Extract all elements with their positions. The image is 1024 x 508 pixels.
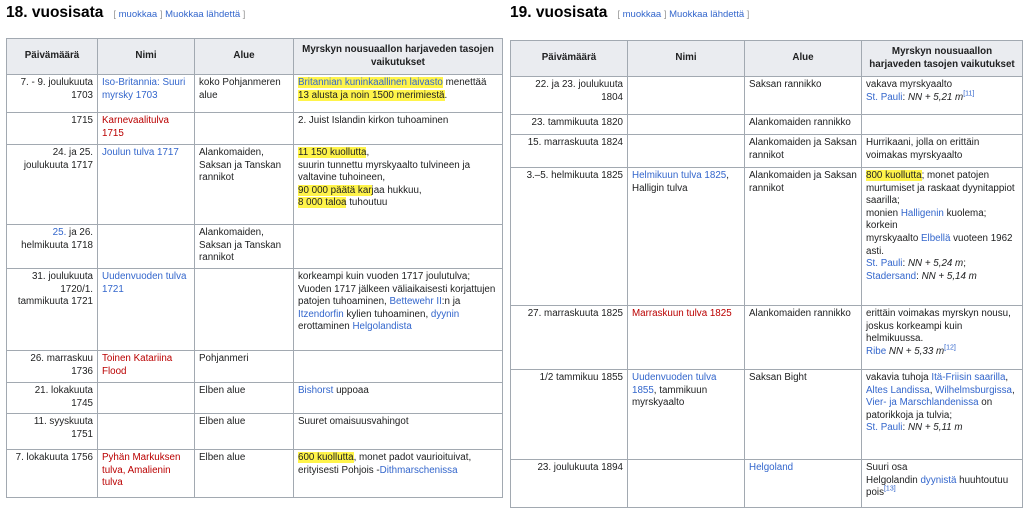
storm-link[interactable]: Uudenvuoden tulva 1721	[102, 271, 187, 295]
edit-link[interactable]: muokkaa	[118, 9, 158, 20]
date-link[interactable]: 25.	[52, 227, 67, 238]
table-row: 3.–5. helmikuuta 1825 Helmikuun tulva 1825, Halligin tulva Alankomaiden ja Saksan rannikot 800 kuollutta; monet patojen murtumiset ja raskaat dyynitappiot saarilla; monien Halligenin kuolema; korkein myrskyaalto Elbellä vuoteen 1962 asti. St. Pauli: NN + 5,24 m; Stadersand: NN + 5,14 m	[511, 168, 1023, 306]
place-link[interactable]: Dithmarschenissa	[379, 464, 458, 476]
place-link[interactable]: Altes Landissa	[866, 384, 930, 396]
place-link[interactable]: Elbellä	[920, 232, 951, 244]
table-row: 26. marraskuu 1736 Toinen Katariina Flood Pohjanmeri	[7, 351, 503, 383]
col-effects[interactable]: Myrskyn nousuaallon harjaveden tasojen vaikutukset	[862, 41, 1023, 77]
table-row: 15. marraskuuta 1824 Alankomaiden ja Saksan rannikot Hurrikaani, jolla on erittäin voimakas myrskyaalto	[511, 135, 1023, 168]
table-row: 22. ja 23. joulukuuta 1804 Saksan rannikko vakava myrskyaalto St. Pauli: NN + 5,21 m[11]	[511, 77, 1023, 115]
reference-link[interactable]: [13]	[883, 485, 896, 493]
section-title: 19. vuosisata	[510, 4, 608, 21]
edit-source-link[interactable]: Muokkaa lähdettä	[165, 9, 241, 20]
table-row: 27. marraskuuta 1825 Marraskuun tulva 1825 Alankomaiden rannikko erittäin voimakas myrskyn nousu, joskus korkeampi kuin helmikuussa. Ribe NN + 5,33 m[12]	[511, 306, 1023, 370]
table-row: 1/2 tammikuu 1855 Uudenvuoden tulva 1855, tammikuun myrskyaalto Saksan Bight vakavia tuhoja Itä-Friisin saarilla, Altes Landissa, Wilhelmsburgissa, Vier- ja Marschlandenissa on patorikkoja ja tulvia; St. Pauli: NN + 5,11 m	[511, 370, 1023, 460]
table-row: 11. syyskuuta 1751 Elben alue Suuret omaisuusvahingot	[7, 414, 503, 450]
table-header-row	[7, 39, 503, 75]
place-link[interactable]: Helgolandista	[352, 321, 412, 333]
edit-links: [ muokkaa ] Muokkaa lähdettä ]	[617, 9, 750, 20]
section-title: 18. vuosisata	[6, 4, 104, 21]
place-link[interactable]: dyynistä	[920, 474, 957, 486]
edit-link[interactable]: muokkaa	[622, 9, 662, 20]
col-date[interactable]: Päivämäärä	[511, 41, 628, 77]
place-link[interactable]: St. Pauli	[866, 422, 903, 434]
table-row: 23. joulukuuta 1894 Helgoland Suuri osa Helgolandin dyynistä huuhtoutuu pois[13]	[511, 460, 1023, 508]
place-link[interactable]: Itzendorfin	[298, 308, 344, 320]
place-link[interactable]: Bishorst	[298, 385, 334, 396]
reference-link[interactable]: [12]	[944, 344, 956, 352]
section-heading	[6, 0, 502, 30]
place-link[interactable]: St. Pauli	[866, 91, 903, 103]
table-row: 1715 Karnevaalitulva 1715 2. Juist Islandin kirkon tuhoaminen	[7, 113, 503, 145]
table-row: 31. joulukuuta 1720/1. tammikuuta 1721 Uudenvuoden tulva 1721 korkeampi kuin vuoden 1717 joulutulva; Vuoden 1717 jälkeen väliaikaisesti korjattujen patojen tuhoaminen, Bettewehr II:n ja Itzendorfin kylien tuhoaminen, dyynin erottaminen Helgolandista	[7, 269, 503, 351]
col-name[interactable]: Nimi	[98, 39, 195, 75]
place-link[interactable]: Halligenin	[900, 207, 944, 219]
table-row: 7. - 9. joulukuuta 1703 Iso-Britannia: Suuri myrsky 1703 koko Pohjanmeren alue Britannian kuninkaallinen laivasto menettää 13 alusta ja noin 1500 merimiestä.	[7, 75, 503, 113]
edit-links: [ muokkaa ] Muokkaa lähdettä ]	[113, 9, 246, 20]
place-link[interactable]: dyynin	[430, 308, 460, 320]
table-row: 24. ja 25. joulukuuta 1717 Joulun tulva 1717 Alankomaiden, Saksan ja Tanskan rannikot 11 150 kuollutta, suurin tunnettu myrskyaalto tulvineen ja valtavine tuhoineen, 90 000 päätä karjaa hukkuu, 8 000 taloa tuhoutuu	[7, 145, 503, 225]
place-link[interactable]: Ribe	[866, 345, 887, 357]
col-effects[interactable]: Myrskyn nousuaallon harjaveden tasojen vaikutukset	[294, 39, 503, 75]
place-link[interactable]: Itä-Friisin saarilla	[931, 372, 1006, 383]
edit-source-link[interactable]: Muokkaa lähdettä	[669, 9, 745, 20]
col-area[interactable]: Alue	[745, 41, 862, 77]
navy-link[interactable]: Britannian kuninkaallinen laivasto	[298, 77, 443, 88]
table-row: 7. lokakuuta 1756 Pyhän Markuksen tulva, Amalienin tulva Elben alue 600 kuollutta, monet padot vaurioituivat, erityisesti Pohjois -Dithmarschenissa	[7, 450, 503, 498]
storm-table-19	[510, 40, 1023, 508]
place-link[interactable]: St. Pauli	[866, 258, 903, 270]
place-link[interactable]: Bettewehr II	[389, 296, 442, 308]
storm-link[interactable]: Iso-Britannia: Suuri myrsky 1703	[102, 77, 186, 101]
reference-link[interactable]: [11]	[963, 90, 975, 98]
section-heading	[510, 0, 1022, 30]
table-row: 25. ja 26. helmikuuta 1718 Alankomaiden, Saksan ja Tanskan rannikot	[7, 225, 503, 269]
place-link[interactable]: Stadersand	[866, 270, 917, 282]
col-area[interactable]: Alue	[195, 39, 294, 75]
place-link[interactable]: Helgoland	[749, 462, 794, 473]
section-19th-century	[510, 0, 1022, 508]
place-link[interactable]: Wilhelmsburgissa	[935, 384, 1012, 396]
col-name[interactable]: Nimi	[628, 41, 745, 77]
storm-link[interactable]: Marraskuun tulva 1825	[632, 308, 732, 319]
storm-link[interactable]: Pyhän Markuksen tulva, Amalienin tulva	[102, 452, 181, 489]
table-row: 23. tammikuuta 1820 Alankomaiden rannikko	[511, 115, 1023, 135]
place-link[interactable]: Vier- ja Marschlandenissa	[866, 397, 979, 409]
storm-link[interactable]: Uudenvuoden tulva 1855	[632, 372, 717, 396]
section-18th-century	[6, 0, 502, 498]
table-header-row	[511, 41, 1023, 77]
storm-link[interactable]: Joulun tulva 1717	[102, 147, 179, 158]
storm-link[interactable]: Karnevaalitulva 1715	[102, 115, 169, 139]
storm-link[interactable]: Helmikuun tulva 1825	[632, 170, 727, 181]
col-date[interactable]: Päivämäärä	[7, 39, 98, 75]
table-row: 21. lokakuuta 1745 Elben alue Bishorst uppoaa	[7, 383, 503, 414]
storm-table-18	[6, 38, 503, 498]
storm-link[interactable]: Toinen Katariina Flood	[102, 353, 173, 377]
